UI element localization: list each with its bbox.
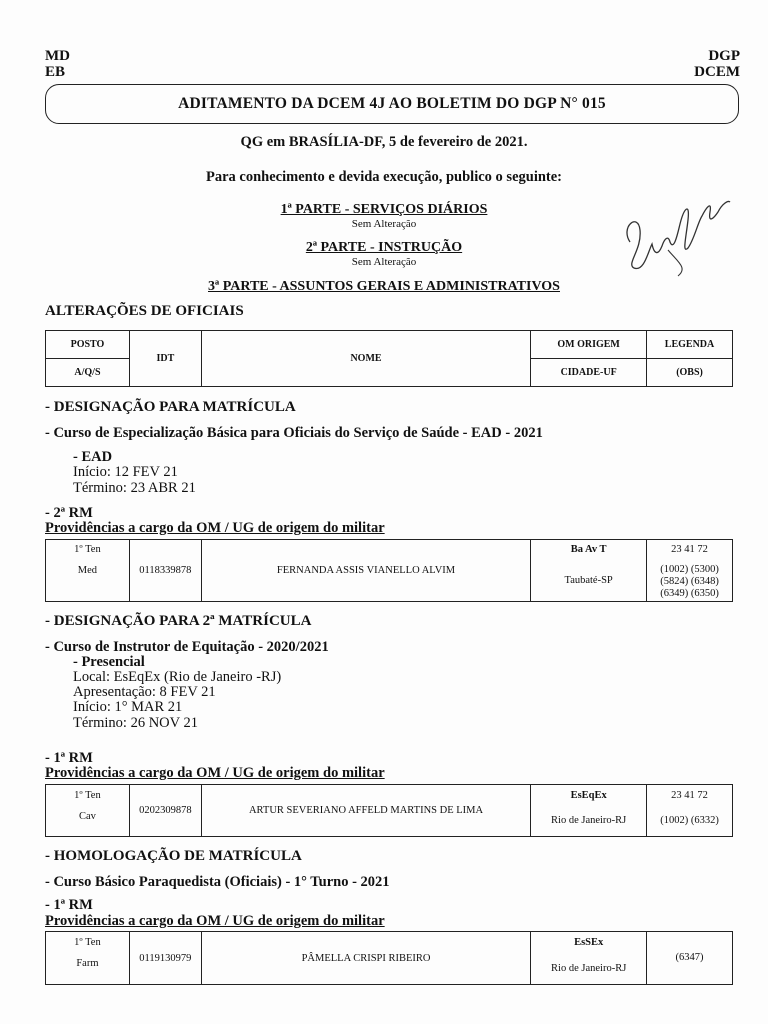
section1-region: - 2ª RM [45, 505, 93, 521]
section2-course: - Curso de Instrutor de Equitação - 2020/2021 [45, 639, 329, 655]
row-obs: (1002) (6332) [660, 815, 719, 826]
section3-region: - 1ª RM [45, 897, 93, 913]
row-aqs: Farm [76, 958, 99, 969]
alteracoes-title: ALTERAÇÕES DE OFICIAIS [45, 303, 244, 319]
row-om: EsSEx [574, 937, 604, 948]
posto-aqs-cell [46, 540, 130, 602]
intro-text: Para conhecimento e devida execução, publico o seguinte: [205, 169, 562, 185]
legenda-obs-cell [647, 932, 733, 985]
row-nome: FERNANDA ASSIS VIANELLO ALVIM [201, 540, 530, 602]
col-aqs: A/Q/S [46, 359, 130, 387]
section2-apresentacao: Apresentação: 8 FEV 21 [73, 684, 216, 700]
part1-status: Sem Alteração [351, 218, 417, 230]
col-om-origem: OM ORIGEM [531, 331, 647, 359]
row-posto: 1º Ten [74, 937, 101, 948]
section3-providencias: Providências a cargo da OM / UG de origem do militar [45, 913, 385, 929]
om-cidade-cell [531, 785, 647, 837]
row-cidade: Rio de Janeiro-RJ [551, 815, 627, 826]
col-posto: POSTO [46, 331, 130, 359]
row-om: EsEqEx [570, 790, 607, 801]
section1-title: - DESIGNAÇÃO PARA MATRÍCULA [45, 399, 296, 415]
section2-table [45, 784, 733, 837]
row-obs: (6347) [675, 952, 704, 963]
row-posto: 1º Ten [74, 544, 101, 555]
row-obs-3: (6349) (6350) [660, 588, 719, 599]
section1-mode: - EAD [73, 449, 113, 465]
row-posto: 1º Ten [74, 790, 101, 801]
row-cidade: Taubaté-SP [564, 575, 613, 586]
col-nome: NOME [201, 331, 530, 387]
section3-title: - HOMOLOGAÇÃO DE MATRÍCULA [45, 848, 302, 864]
om-cidade-cell [531, 540, 647, 602]
section2-termino: Término: 26 NOV 21 [73, 715, 198, 731]
part2-title: 2ª PARTE - INSTRUÇÃO [305, 240, 463, 255]
table-row [46, 785, 733, 837]
col-cidade-uf: CIDADE-UF [531, 359, 647, 387]
title-banner [45, 84, 739, 124]
row-idt: 0119130979 [129, 932, 201, 985]
section2-local: Local: EsEqEx (Rio de Janeiro -RJ) [73, 669, 282, 685]
row-legenda: 23 41 72 [671, 790, 708, 801]
row-nome: ARTUR SEVERIANO AFFELD MARTINS DE LIMA [201, 785, 530, 837]
row-aqs: Cav [78, 811, 96, 822]
section2-mode: - Presencial [73, 654, 145, 670]
row-aqs: Med [77, 565, 98, 576]
table-row [46, 932, 733, 985]
row-idt: 0118339878 [129, 540, 201, 602]
row-obs-1: (1002) (5300) [660, 564, 719, 575]
section1-course: - Curso de Especialização Básica para Oficiais do Serviço de Saúde - EAD - 2021 [45, 425, 543, 441]
section1-termino: Término: 23 ABR 21 [73, 480, 196, 496]
header-left [45, 48, 70, 80]
posto-aqs-cell [46, 785, 130, 837]
table-row [46, 540, 733, 602]
header-right [694, 48, 740, 80]
section1-inicio: Início: 12 FEV 21 [73, 464, 178, 480]
section1-table [45, 539, 733, 602]
row-om: Ba Av T [570, 544, 607, 555]
col-legenda: LEGENDA [647, 331, 733, 359]
header-eb: EB [45, 64, 66, 80]
section1-providencias: Providências a cargo da OM / UG de origem do militar [45, 520, 385, 536]
legend-table [45, 330, 733, 387]
legenda-obs-cell [647, 540, 733, 602]
section3-course: - Curso Básico Paraquedista (Oficiais) - 1° Turno - 2021 [45, 874, 390, 890]
part1-title: 1ª PARTE - SERVIÇOS DIÁRIOS [280, 202, 488, 217]
section2-region: - 1ª RM [45, 750, 93, 766]
legenda-obs-cell [647, 785, 733, 837]
row-cidade: Rio de Janeiro-RJ [551, 963, 627, 974]
row-obs-2: (5824) (6348) [660, 576, 719, 587]
section2-inicio: Início: 1° MAR 21 [73, 699, 183, 715]
row-legenda: 23 41 72 [671, 544, 708, 555]
place-date: QG em BRASÍLIA-DF, 5 de fevereiro de 2021. [240, 134, 528, 150]
section3-table [45, 931, 733, 985]
row-idt: 0202309878 [129, 785, 201, 837]
posto-aqs-cell [46, 932, 130, 985]
row-nome: PÂMELLA CRISPI RIBEIRO [201, 932, 530, 985]
page-title: ADITAMENTO DA DCEM 4J AO BOLETIM DO DGP N° 015 [178, 95, 606, 112]
header-dgp: DGP [708, 48, 740, 64]
section2-providencias: Providências a cargo da OM / UG de origem do militar [45, 765, 385, 781]
handwritten-signature [618, 172, 738, 282]
col-idt: IDT [129, 331, 201, 387]
om-cidade-cell [531, 932, 647, 985]
section2-title: - DESIGNAÇÃO PARA 2ª MATRÍCULA [45, 613, 312, 629]
part3-title: 3ª PARTE - ASSUNTOS GERAIS E ADMINISTRATIVOS [208, 279, 560, 294]
header-md: MD [45, 48, 70, 64]
part2-status: Sem Alteração [351, 256, 417, 268]
col-obs: (OBS) [647, 359, 733, 387]
header-dcem: DCEM [694, 64, 740, 80]
